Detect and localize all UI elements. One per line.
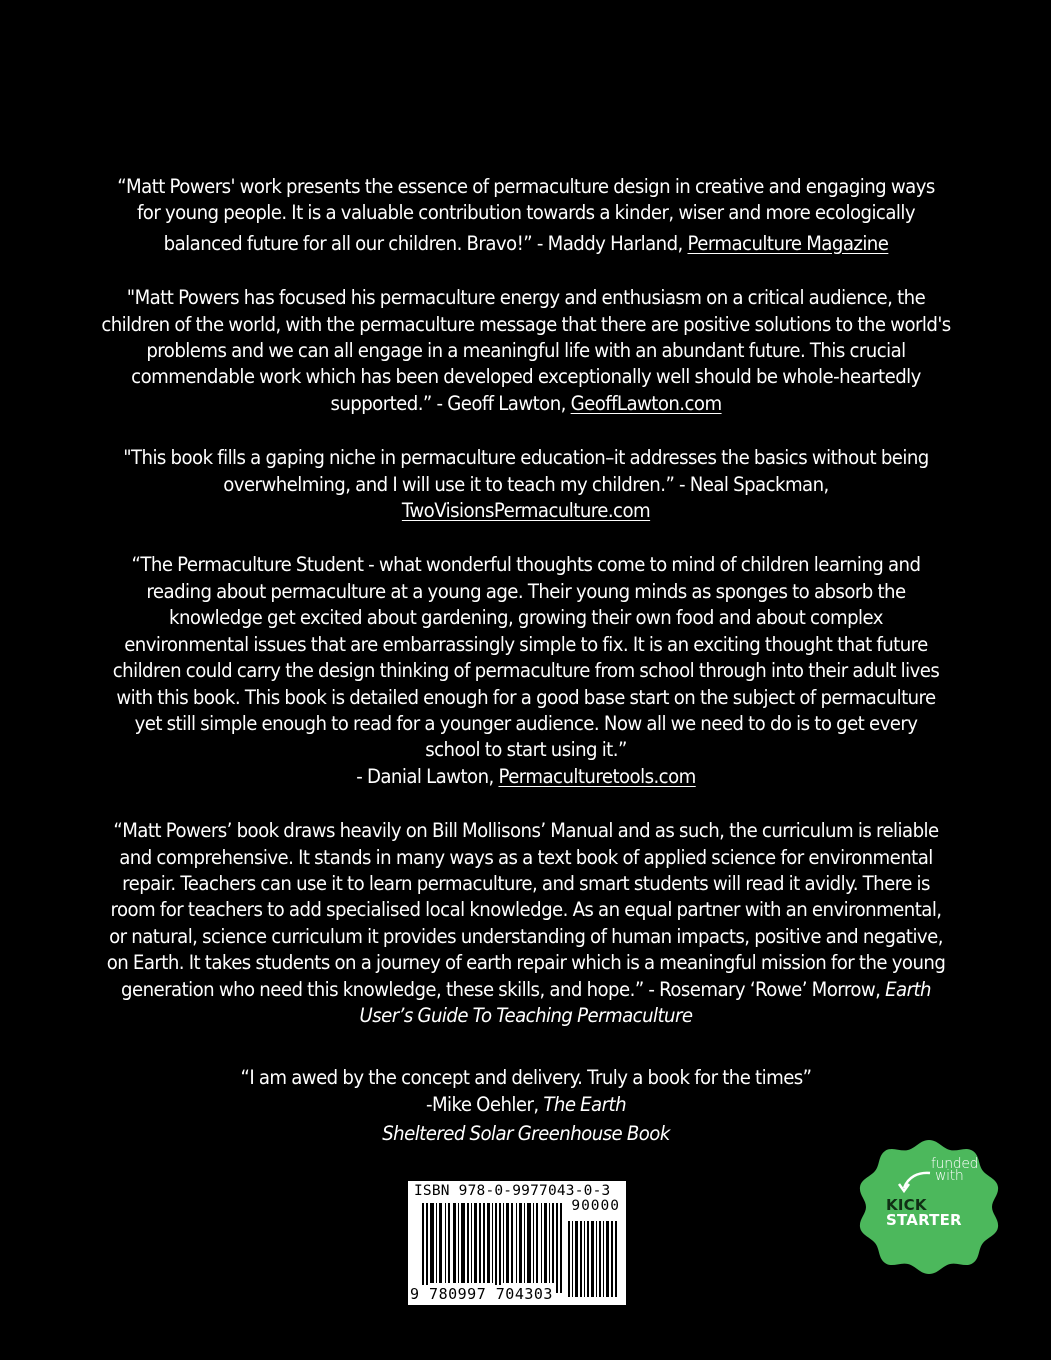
source-link-permaculture-magazine[interactable]: Permaculture Magazine (686, 231, 888, 255)
quote-line: and comprehensive. It stands in many ways as a text book of applied science for environmental (118, 845, 933, 869)
quote-line: "This book fills a gaping niche in permaculture education–it addresses the basics without being (122, 446, 929, 470)
quote-line: “Matt Powers’ book draws heavily on Bill Mollisons’ Manual and as such, the curriculum is reliable (112, 819, 939, 843)
quote-line: knowledge get excited about gardening, growing their own food and about complex (168, 606, 883, 630)
quote-line: “I am awed by the concept and delivery. Truly a book for the times” (239, 1066, 812, 1090)
source-title-continued: Sheltered Solar Greenhouse Book (381, 1122, 670, 1146)
kickstarter-badge (858, 1136, 1000, 1278)
quote-line: "Matt Powers has focused his permaculture energy and enthusiasm on a critical audience, the (126, 286, 925, 310)
funded-with-label: funded with (931, 1156, 979, 1184)
quote-line: commendable work which has been developed exceptionally well should be whole-heartedly (130, 365, 921, 389)
quote-line: environmental issues that are embarrassingly simple to fix. It is an exciting thought that future (123, 632, 928, 656)
testimonial-rosemary-morrow (56, 818, 995, 1029)
testimonial-maddy-harland (65, 174, 986, 257)
testimonial-neal-spackman (65, 445, 986, 524)
quote-attribution: balanced future for all our children. Bravo!” - Maddy Harland, Permaculture Magazine (163, 231, 888, 255)
addon-code: 90000 (571, 1198, 620, 1214)
isbn-label: ISBN 978-0-9977043-0-3 (414, 1183, 611, 1199)
source-link-geofflawton[interactable]: GeoffLawton.com (570, 391, 722, 415)
kickstarter-logo-top: KICK (886, 1196, 927, 1214)
ean-digits: 9 780997 704303 (410, 1285, 553, 1303)
quote-line: school to start using it.” (424, 738, 627, 762)
quote-attribution: generation who need this knowledge, these skills, and hope.” - Rosemary ‘Rowe’ Morrow, Earth (120, 977, 931, 1001)
quote-attribution: supported.” - Geoff Lawton, GeoffLawton.com (329, 391, 722, 415)
quote-line: room for teachers to add specialised local knowledge. As an equal partner with an environmental, (109, 898, 942, 922)
quote-line: on Earth. It takes students on a journey of earth repair which is a meaningful mission for the young (106, 951, 945, 975)
quote-line: problems and we can all engage in a meaningful life with an abundant future. This crucial (145, 339, 906, 363)
testimonial-geoff-lawton (61, 285, 991, 417)
testimonial-danial-lawton (65, 552, 986, 790)
quote-line: yet still simple enough to read for a younger audience. Now all we need to do is to get every (134, 711, 917, 735)
kickstarter-logo-bottom: STARTER (886, 1211, 962, 1229)
quote-line: “Matt Powers' work presents the essence of permaculture design in creative and engaging ways (116, 175, 935, 198)
quote-line: for young people. It is a valuable contribution towards a kinder, wiser and more ecologically (136, 201, 915, 225)
quote-line: repair. Teachers can use it to learn permaculture, and smart students will read it avidly. There is (121, 871, 930, 895)
quote-line: “The Permaculture Student - what wonderful thoughts come to mind of children learning and (131, 553, 920, 577)
testimonial-mike-oehler (154, 1065, 898, 1147)
quote-line: or natural, science curriculum it provides understanding of human impacts, positive and negative, (108, 924, 943, 948)
quote-attribution (65, 498, 986, 524)
source-title: The Earth (542, 1092, 626, 1116)
scalloped-badge-icon (858, 1136, 1000, 1278)
quote-line: with this book. This book is detailed enough for a good base start on the subject of permaculture (115, 685, 936, 709)
quote-attribution: -Mike Oehler, The Earth (425, 1092, 626, 1116)
testimonials (0, 174, 1051, 1148)
source-link-permaculturetools[interactable]: Permaculturetools.com (497, 764, 696, 788)
isbn-barcode (408, 1181, 626, 1305)
source-link-twovisions[interactable]: TwoVisionsPermaculture.com (401, 499, 650, 523)
quote-attribution: - Danial Lawton, Permaculturetools.com (355, 764, 696, 788)
quote-line: overwhelming, and I will use it to teach my children.” - Neal Spackman, (222, 472, 829, 496)
source-title-continued: User’s Guide To Teaching Permaculture (359, 1003, 692, 1027)
quote-line: children of the world, with the permaculture message that there are positive solutions to the world's (100, 312, 951, 336)
quote-line: reading about permaculture at a young age. Their young minds as sponges to absorb the (145, 579, 906, 603)
quote-line: children could carry the design thinking of permaculture from school through into their adult lives (112, 659, 939, 683)
source-title: Earth (884, 977, 931, 1001)
